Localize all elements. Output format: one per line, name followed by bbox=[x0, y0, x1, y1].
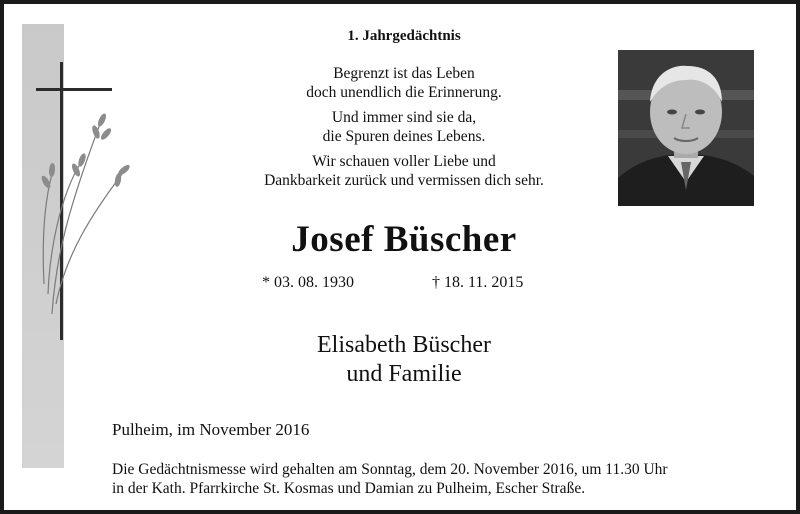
service-line: Die Gedächtnismesse wird gehalten am Sonntag, dem 20. November 2016, um 11.30 Uhr bbox=[112, 461, 668, 478]
poem-line: Dankbarkeit zurück und vermissen dich sehr. bbox=[264, 172, 544, 189]
deceased-name: Josef Büscher bbox=[291, 219, 517, 260]
death-date: † 18. 11. 2015 bbox=[432, 274, 524, 291]
survivor-line: Elisabeth Büscher bbox=[317, 332, 491, 358]
poem-line: Wir schauen voller Liebe und bbox=[312, 153, 496, 170]
poem-line: Und immer sind sie da, bbox=[331, 109, 477, 126]
memorial-mass-info bbox=[112, 460, 792, 498]
survivors bbox=[204, 331, 604, 389]
poem-stanza bbox=[204, 64, 604, 102]
poem-stanza bbox=[204, 152, 604, 190]
poem-line: die Spuren deines Lebens. bbox=[322, 128, 486, 145]
service-line: in der Kath. Pfarrkirche St. Kosmas und Damian zu Pulheim, Escher Straße. bbox=[112, 480, 586, 497]
birth-date: * 03. 08. 1930 bbox=[262, 274, 354, 291]
survivor-line: und Familie bbox=[346, 361, 462, 387]
memorial-poem bbox=[204, 64, 604, 196]
cross-with-wheat-icon bbox=[22, 54, 142, 344]
poem-line: Begrenzt ist das Leben bbox=[333, 65, 475, 82]
place-and-date: Pulheim, im November 2016 bbox=[112, 420, 310, 439]
portrait-photo bbox=[618, 50, 754, 206]
anniversary-heading: 1. Jahrgedächtnis bbox=[347, 28, 461, 44]
portrait-image bbox=[618, 50, 754, 206]
poem-line: doch unendlich die Erinnerung. bbox=[306, 84, 502, 101]
poem-stanza bbox=[204, 108, 604, 146]
